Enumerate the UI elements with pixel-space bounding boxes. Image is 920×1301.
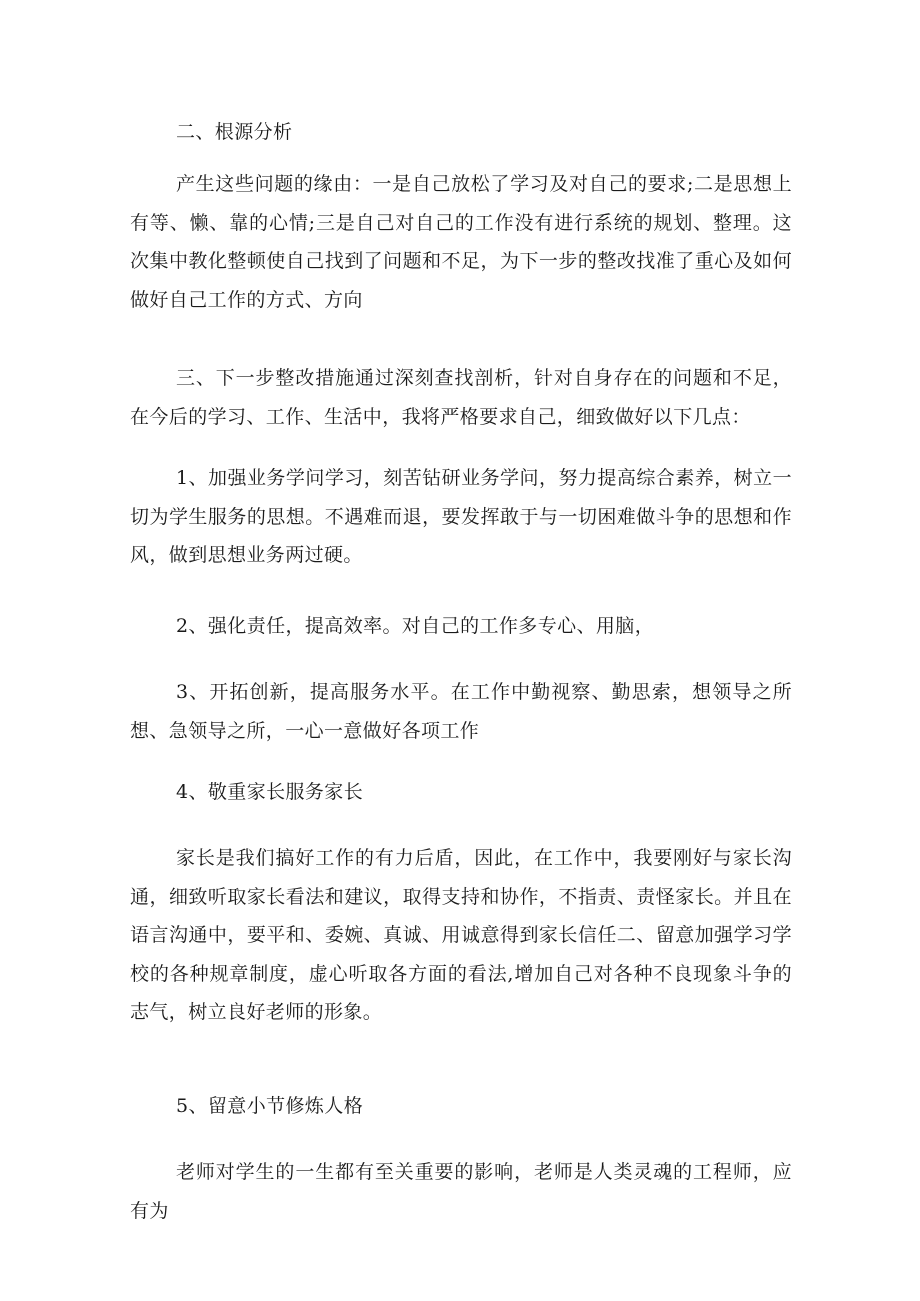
list-item-4: 4、敬重家长服务家长 xyxy=(176,781,364,803)
list-item-5: 5、留意小节修炼人格 xyxy=(176,1095,364,1117)
list-item-1: 1、加强业务学问学习，刻苦钻研业务学问，努力提高综合素养，树立一切为学生服务的思想。不遇难而退，要发挥敢于与一切困难做斗争的思想和作风，做到思想业务两过硬。 xyxy=(130,467,792,566)
list-item-3: 3、开拓创新，提高服务水平。在工作中勤视察、勤思索，想领导之所想、急领导之所，一心一意做好各项工作 xyxy=(130,681,792,742)
paragraph-causes: 产生这些问题的缘由：一是自己放松了学习及对自己的要求;二是思想上有等、懒、靠的心情;三是自己对自己的工作没有进行系统的规划、整理。这次集中教化整顿使自己找到了问题和不足，为下一步的整改找准了重心及如何做好自己工作的方式、方向 xyxy=(130,173,792,311)
paragraph-teachers: 老师对学生的一生都有至关重要的影响，老师是人类灵魂的工程师，应有为 xyxy=(130,1161,792,1222)
list-item-2: 2、强化责任，提高效率。对自己的工作多专心、用脑， xyxy=(176,615,655,637)
section-heading-root-cause: 二、根源分析 xyxy=(176,121,293,143)
paragraph-parents: 家长是我们搞好工作的有力后盾，因此，在工作中，我要刚好与家长沟通，细致听取家长看法和建议，取得支持和协作，不指责、责怪家长。并且在语言沟通中，要平和、委婉、真诚、用诚意得到家长信任二、留意加强学习学校的各种规章制度，虚心听取各方面的看法,增加自己对各种不良现象斗争的志气，树立良好老师的形象。 xyxy=(130,847,792,1023)
section-heading-next-steps: 三、下一步整改措施通过深刻查找剖析，针对自身存在的问题和不足，在今后的学习、工作、生活中，我将严格要求自己，细致做好以下几点： xyxy=(130,367,792,428)
